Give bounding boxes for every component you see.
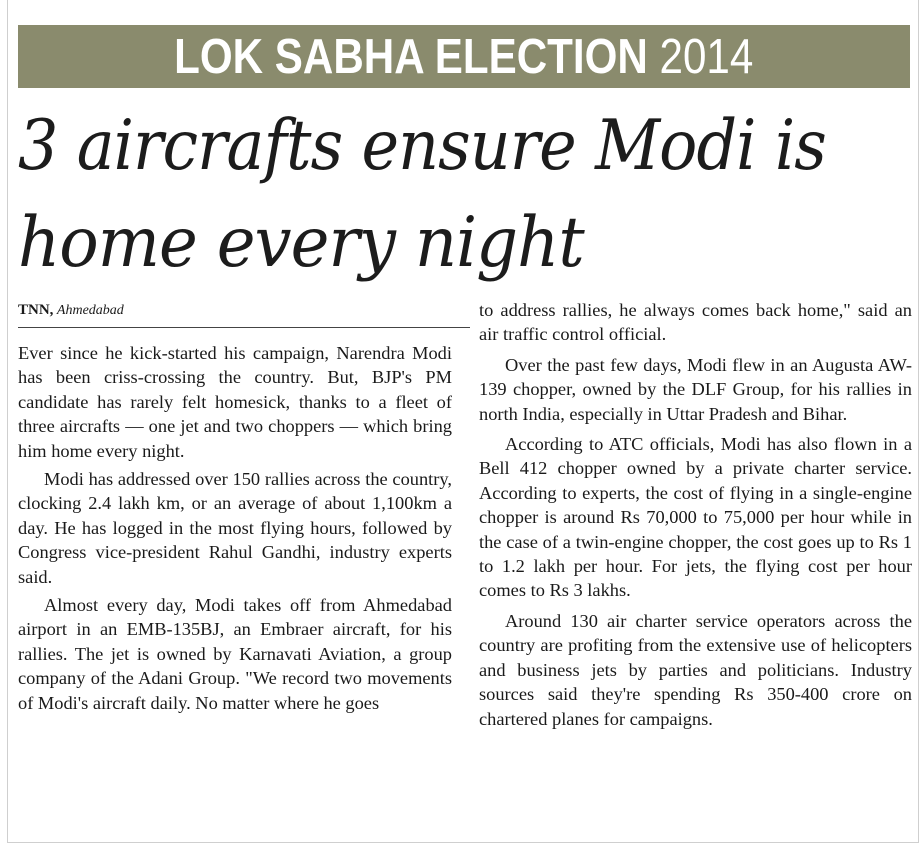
byline-source: TNN, [18,302,54,318]
article-paragraph: Modi has addressed over 150 rallies across the country, clocking 2.4 lakh km, or an average of about 1,100km a day. He has logged in the most flying hours, followed by Congress vice-president Rahul Gandhi, industry experts said. [18,469,452,587]
article-column-right [479,298,912,737]
article-paragraph: to address rallies, he always comes back home," said an air traffic control official. [479,300,912,345]
byline [18,300,470,328]
article-paragraph: Over the past few days, Modi flew in an Augusta AW-139 chopper, owned by the DLF Group, for his rallies in north India, especially in Uttar Pradesh and Bihar. [479,354,912,424]
article-paragraph: Ever since he kick-started his campaign, Narendra Modi has been criss-crossing the country. But, BJP's PM candidate has rarely felt homesick, thanks to a fleet of three aircrafts — one jet and two choppers — which bring him home every night. [18,343,452,461]
banner-year: 2014 [659,29,754,84]
banner-title-text: LOK SABHA ELECTION [174,29,649,84]
headline-line-2: home every night [18,203,584,283]
article-paragraph: Almost every day, Modi takes off from Ahmedabad airport in an EMB-135BJ, an Embraer aircraft, for his rallies. The jet is owned by Karnavati Aviation, a group company of the Adani Group. "We record two movements of Modi's aircraft daily. No matter where he goes [18,595,452,713]
article-column-left [18,341,452,719]
article-paragraph: According to ATC officials, Modi has also flown in a Bell 412 chopper owned by a private charter service. According to experts, the cost of flying in a single-engine chopper is around Rs 70,000 to 75,000 per hour while in the case of a twin-engine chopper, the cost goes up to Rs 1 to 1.2 lakh per hour. For jets, the flying cost per hour comes to Rs 3 lakhs. [479,434,912,601]
banner-title [174,29,753,85]
byline-place: Ahmedabad [56,303,124,318]
section-banner [18,25,910,88]
headline [18,98,918,292]
article-paragraph: Around 130 air charter service operators across the country are profiting from the extensive use of helicopters and business jets by parties and politicians. Industry sources said they're spending Rs 350-400 crore on chartered planes for campaigns. [479,610,912,729]
headline-line-1: 3 aircrafts ensure Modi is [18,106,826,186]
